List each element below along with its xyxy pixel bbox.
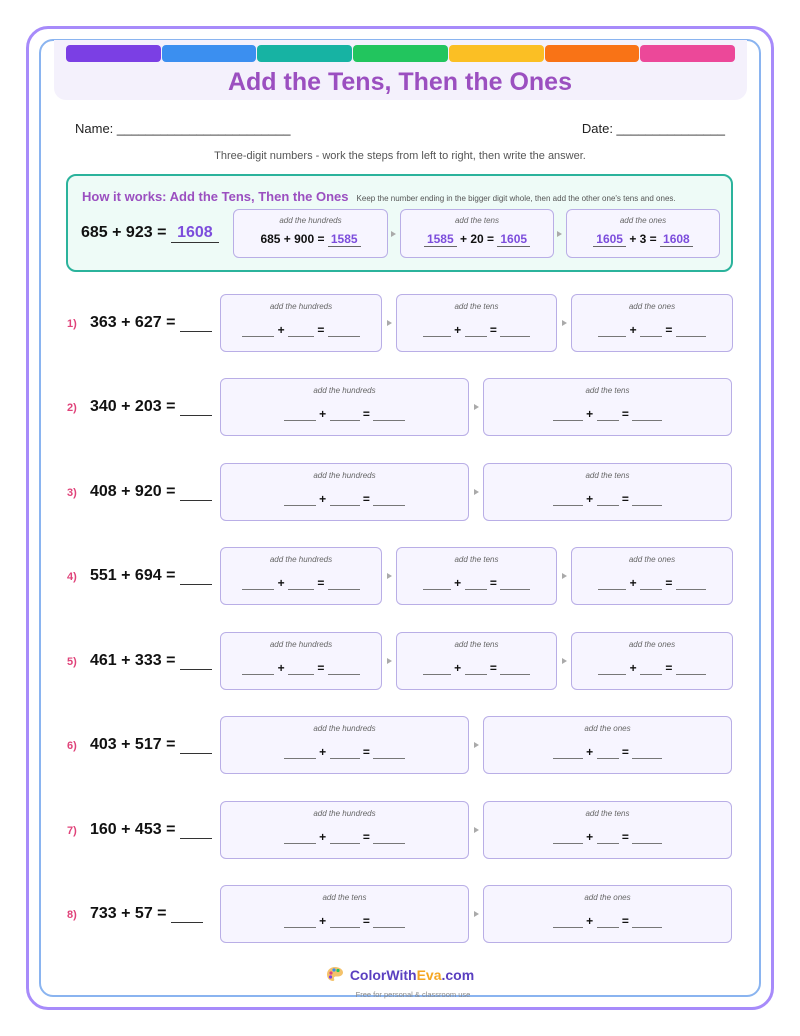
- brand-part-c: Eva: [416, 967, 442, 983]
- step-equation: [401, 232, 553, 247]
- equals-sign: =: [359, 830, 374, 844]
- equals-sign: =: [314, 661, 328, 675]
- step-blank[interactable]: [465, 578, 487, 590]
- problem-equation: [90, 483, 212, 501]
- problem-row: [0, 801, 800, 861]
- example-step-hundreds: [233, 209, 388, 258]
- date-field[interactable]: Date: _______________: [581, 121, 725, 136]
- equals-sign: =: [662, 661, 676, 675]
- problem-number: 3): [67, 487, 77, 499]
- step-blank[interactable]: [632, 494, 662, 506]
- answer-blank[interactable]: [180, 654, 212, 670]
- brand-part-a: Color: [349, 967, 387, 983]
- step-blank[interactable]: [553, 747, 583, 759]
- step-blank[interactable]: [598, 578, 626, 590]
- example-equation-text: 685 + 923 =: [81, 224, 167, 241]
- problem-equation-text: 461 + 333 =: [90, 652, 176, 669]
- step-label: add the ones: [619, 216, 667, 225]
- step-equation: [572, 576, 732, 590]
- step-blank[interactable]: [640, 578, 662, 590]
- step-blank[interactable]: [242, 578, 274, 590]
- problem-equation: [90, 567, 212, 585]
- step-equation: [221, 407, 468, 421]
- step-result: 1608: [660, 232, 693, 247]
- step-label: add the hundreds: [269, 640, 333, 649]
- step-blank[interactable]: [597, 832, 619, 844]
- problem-equation: [90, 398, 212, 416]
- equals-sign: =: [486, 576, 501, 590]
- equals-sign: =: [359, 914, 374, 928]
- step-box: [220, 463, 469, 521]
- step-blank[interactable]: [284, 494, 316, 506]
- palette-icon: [326, 966, 344, 984]
- step-blank[interactable]: [640, 325, 662, 337]
- problem-equation: [90, 905, 203, 923]
- step-blank[interactable]: [632, 409, 662, 421]
- problem-number: 2): [67, 402, 77, 414]
- plus-sign: +: [315, 492, 330, 506]
- color-stripe: [353, 45, 448, 62]
- problem-equation-text: 408 + 920 =: [90, 483, 176, 500]
- footer: [0, 966, 800, 999]
- step-blank[interactable]: [632, 916, 662, 928]
- arrow-icon: [387, 320, 392, 326]
- plus-sign: +: [315, 745, 330, 759]
- problem-equation: [90, 314, 212, 332]
- example-title-text: How it works: Add the Tens, Then the Ones: [82, 189, 349, 204]
- page-title: Add the Tens, Then the Ones: [227, 68, 572, 96]
- step-blank[interactable]: [597, 409, 619, 421]
- step-label: add the hundreds: [313, 386, 376, 395]
- step-label: add the hundreds: [313, 809, 376, 818]
- problem-number: 8): [67, 909, 77, 921]
- step-label: add the tens: [585, 386, 630, 395]
- step-box: [483, 801, 732, 859]
- problem-equation: [90, 821, 212, 839]
- equals-sign: =: [314, 576, 328, 590]
- step-blank[interactable]: [242, 325, 274, 337]
- step-blank[interactable]: [553, 409, 583, 421]
- equals-sign: =: [359, 745, 374, 759]
- instructions: Three-digit numbers - work the steps from left to right, then write the answer.: [214, 150, 586, 162]
- problem-number: 6): [67, 740, 77, 752]
- footer-tagline: Free for personal & classroom use: [355, 990, 471, 999]
- step-blank[interactable]: [288, 578, 314, 590]
- step-label: add the ones: [628, 302, 676, 311]
- problem-equation: [90, 652, 212, 670]
- equals-sign: =: [359, 407, 374, 421]
- arrow-icon: [474, 489, 479, 495]
- step-blank[interactable]: [465, 325, 487, 337]
- step-equation: [484, 745, 731, 759]
- answer-blank[interactable]: [180, 738, 212, 754]
- arrow-icon: [474, 404, 479, 410]
- problem-equation-text: 551 + 694 =: [90, 567, 176, 584]
- step-box: [396, 547, 557, 605]
- answer-blank[interactable]: [180, 400, 212, 416]
- example-step-tens: [400, 209, 554, 258]
- plus-sign: +: [450, 323, 465, 337]
- plus-sign: +: [626, 323, 640, 337]
- step-label: add the tens: [585, 471, 630, 480]
- color-stripe: [449, 45, 544, 62]
- step-equation: [484, 407, 731, 421]
- step-blank[interactable]: [597, 494, 619, 506]
- color-stripe: [640, 45, 735, 62]
- step-blank[interactable]: [373, 747, 405, 759]
- step-box: [396, 632, 557, 690]
- step-box: [220, 801, 469, 859]
- arrow-icon: [562, 573, 567, 579]
- step-blank[interactable]: [373, 832, 405, 844]
- step-blank[interactable]: [423, 325, 451, 337]
- step-equation: [397, 323, 556, 337]
- step-blank[interactable]: [553, 916, 583, 928]
- step-blank[interactable]: [284, 916, 316, 928]
- step-equation: [397, 576, 556, 590]
- step-blank[interactable]: [288, 325, 314, 337]
- equals-sign: =: [618, 830, 633, 844]
- color-stripe: [66, 45, 161, 62]
- problem-row: [0, 716, 800, 776]
- step-label: add the hundreds: [279, 216, 342, 225]
- answer-blank[interactable]: [180, 569, 212, 585]
- step-blank[interactable]: [328, 578, 360, 590]
- step-equation: [221, 661, 381, 675]
- color-stripe: [545, 45, 640, 62]
- step-label: add the tens: [454, 640, 499, 649]
- step-blank[interactable]: [632, 747, 662, 759]
- plus-sign: +: [582, 830, 597, 844]
- problem-row: [0, 547, 800, 607]
- step-label: add the tens: [585, 809, 630, 818]
- plus-sign: +: [450, 576, 465, 590]
- step-blank[interactable]: [676, 578, 706, 590]
- step-box: [571, 632, 733, 690]
- step-equation: [221, 323, 381, 337]
- step-box: [483, 885, 732, 943]
- step-blank[interactable]: [597, 747, 619, 759]
- step-box: [571, 294, 733, 352]
- problem-row: [0, 294, 800, 354]
- step-equation: [484, 492, 731, 506]
- step-box: [483, 463, 732, 521]
- plus-sign: +: [582, 492, 597, 506]
- arrow-icon: [562, 320, 567, 326]
- plus-sign: +: [450, 661, 465, 675]
- step-equation: [484, 914, 731, 928]
- plus-sign: +: [626, 661, 640, 675]
- problem-equation-text: 403 + 517 =: [90, 736, 176, 753]
- step-label: add the ones: [628, 555, 676, 564]
- brand-part-d: .com: [441, 967, 475, 983]
- arrow-icon: [474, 911, 479, 917]
- step-box: [396, 294, 557, 352]
- step-equation: [572, 323, 732, 337]
- step-label: add the ones: [584, 724, 631, 733]
- step-blank[interactable]: [373, 916, 405, 928]
- step-blank[interactable]: [330, 409, 360, 421]
- problem-equation: [90, 736, 212, 754]
- equals-sign: =: [618, 492, 633, 506]
- step-blank[interactable]: [284, 747, 316, 759]
- example-box: [66, 174, 733, 272]
- step-blank[interactable]: [373, 494, 405, 506]
- equals-sign: =: [618, 745, 633, 759]
- step-blank[interactable]: [330, 916, 360, 928]
- step-result: 1605: [497, 232, 530, 247]
- step-box: [220, 547, 382, 605]
- problem-row: [0, 463, 800, 523]
- example-title: [82, 189, 676, 204]
- step-start: 1605: [593, 232, 626, 247]
- step-blank[interactable]: [284, 832, 316, 844]
- equals-sign: =: [618, 407, 633, 421]
- step-blank[interactable]: [676, 663, 706, 675]
- arrow-icon: [474, 827, 479, 833]
- step-label: add the hundreds: [269, 302, 333, 311]
- step-blank[interactable]: [423, 663, 451, 675]
- example-step-ones: [566, 209, 720, 258]
- step-left: 685 + 900 =: [260, 232, 325, 246]
- problem-number: 4): [67, 571, 77, 583]
- plus-sign: +: [274, 661, 288, 675]
- problem-equation-text: 733 + 57 =: [90, 905, 167, 922]
- step-mid: + 3 =: [629, 232, 657, 246]
- plus-sign: +: [315, 407, 330, 421]
- plus-sign: +: [582, 745, 597, 759]
- step-label: add the tens: [322, 893, 367, 902]
- plus-sign: +: [315, 914, 330, 928]
- step-blank[interactable]: [500, 325, 530, 337]
- step-blank[interactable]: [500, 578, 530, 590]
- brand-part-b: With: [386, 967, 417, 983]
- step-equation: [572, 661, 732, 675]
- step-blank[interactable]: [330, 832, 360, 844]
- step-blank[interactable]: [328, 663, 360, 675]
- step-label: add the ones: [584, 893, 631, 902]
- step-start: 1585: [424, 232, 457, 247]
- plus-sign: +: [582, 407, 597, 421]
- step-blank[interactable]: [284, 409, 316, 421]
- equals-sign: =: [618, 914, 633, 928]
- step-equation: [484, 830, 731, 844]
- answer-blank[interactable]: [180, 316, 212, 332]
- answer-blank[interactable]: [180, 823, 212, 839]
- step-box: [220, 716, 469, 774]
- step-blank[interactable]: [373, 409, 405, 421]
- step-box: [483, 378, 732, 436]
- step-blank[interactable]: [676, 325, 706, 337]
- step-blank[interactable]: [330, 494, 360, 506]
- plus-sign: +: [582, 914, 597, 928]
- step-label: add the hundreds: [269, 555, 333, 564]
- color-stripe: [257, 45, 352, 62]
- step-blank[interactable]: [632, 832, 662, 844]
- example-equation: [81, 224, 219, 243]
- problem-number: 5): [67, 656, 77, 668]
- step-label: add the tens: [454, 302, 499, 311]
- step-equation: [221, 830, 468, 844]
- equals-sign: =: [486, 661, 501, 675]
- step-blank[interactable]: [423, 578, 451, 590]
- problem-equation-text: 160 + 453 =: [90, 821, 176, 838]
- step-label: add the ones: [628, 640, 676, 649]
- step-box: [571, 547, 733, 605]
- step-equation: [221, 492, 468, 506]
- step-blank[interactable]: [500, 663, 530, 675]
- equals-sign: =: [359, 492, 374, 506]
- plus-sign: +: [315, 830, 330, 844]
- step-mid: + 20 =: [459, 232, 495, 246]
- arrow-icon: [387, 573, 392, 579]
- name-field[interactable]: Name: ________________________: [75, 121, 291, 136]
- equals-sign: =: [486, 323, 501, 337]
- step-equation: [221, 576, 381, 590]
- problem-number: 7): [67, 825, 77, 837]
- step-label: add the tens: [454, 216, 500, 225]
- arrow-icon: [562, 658, 567, 664]
- answer-blank[interactable]: [171, 907, 203, 923]
- step-blank[interactable]: [328, 325, 360, 337]
- step-box: [220, 885, 469, 943]
- problem-equation-text: 340 + 203 =: [90, 398, 176, 415]
- step-label: add the hundreds: [313, 724, 376, 733]
- color-stripe: [162, 45, 257, 62]
- step-equation: [397, 661, 556, 675]
- step-blank[interactable]: [598, 663, 626, 675]
- problem-row: [0, 885, 800, 945]
- step-label: add the tens: [454, 555, 499, 564]
- step-blank[interactable]: [465, 663, 487, 675]
- step-blank[interactable]: [288, 663, 314, 675]
- problem-equation-text: 363 + 627 =: [90, 314, 176, 331]
- brand-logo: [326, 966, 474, 984]
- arrow-icon: [474, 742, 479, 748]
- step-box: [220, 632, 382, 690]
- problem-number: 1): [67, 318, 77, 330]
- step-box: [220, 378, 469, 436]
- plus-sign: +: [274, 323, 288, 337]
- step-equation: [221, 745, 468, 759]
- answer-blank[interactable]: [180, 485, 212, 501]
- plus-sign: +: [274, 576, 288, 590]
- example-answer: 1608: [171, 224, 219, 243]
- step-box: [220, 294, 382, 352]
- step-label: add the hundreds: [313, 471, 376, 480]
- example-hint: Keep the number ending in the bigger digit whole, then add the other one's tens and ones.: [356, 194, 676, 203]
- step-blank[interactable]: [553, 494, 583, 506]
- brand-text: [350, 967, 474, 983]
- step-equation: [221, 914, 468, 928]
- step-equation: [567, 232, 719, 247]
- problem-row: [0, 378, 800, 438]
- step-blank[interactable]: [597, 916, 619, 928]
- plus-sign: +: [626, 576, 640, 590]
- color-stripes: [66, 45, 735, 62]
- step-blank[interactable]: [330, 747, 360, 759]
- arrow-icon: [391, 231, 396, 237]
- step-blank[interactable]: [242, 663, 274, 675]
- equals-sign: =: [314, 323, 328, 337]
- step-blank[interactable]: [553, 832, 583, 844]
- equals-sign: =: [662, 323, 676, 337]
- arrow-icon: [387, 658, 392, 664]
- step-result: 1585: [328, 232, 361, 247]
- arrow-icon: [557, 231, 562, 237]
- step-box: [483, 716, 732, 774]
- step-blank[interactable]: [640, 663, 662, 675]
- equals-sign: =: [662, 576, 676, 590]
- step-equation: [234, 232, 387, 247]
- problem-row: [0, 632, 800, 692]
- step-blank[interactable]: [598, 325, 626, 337]
